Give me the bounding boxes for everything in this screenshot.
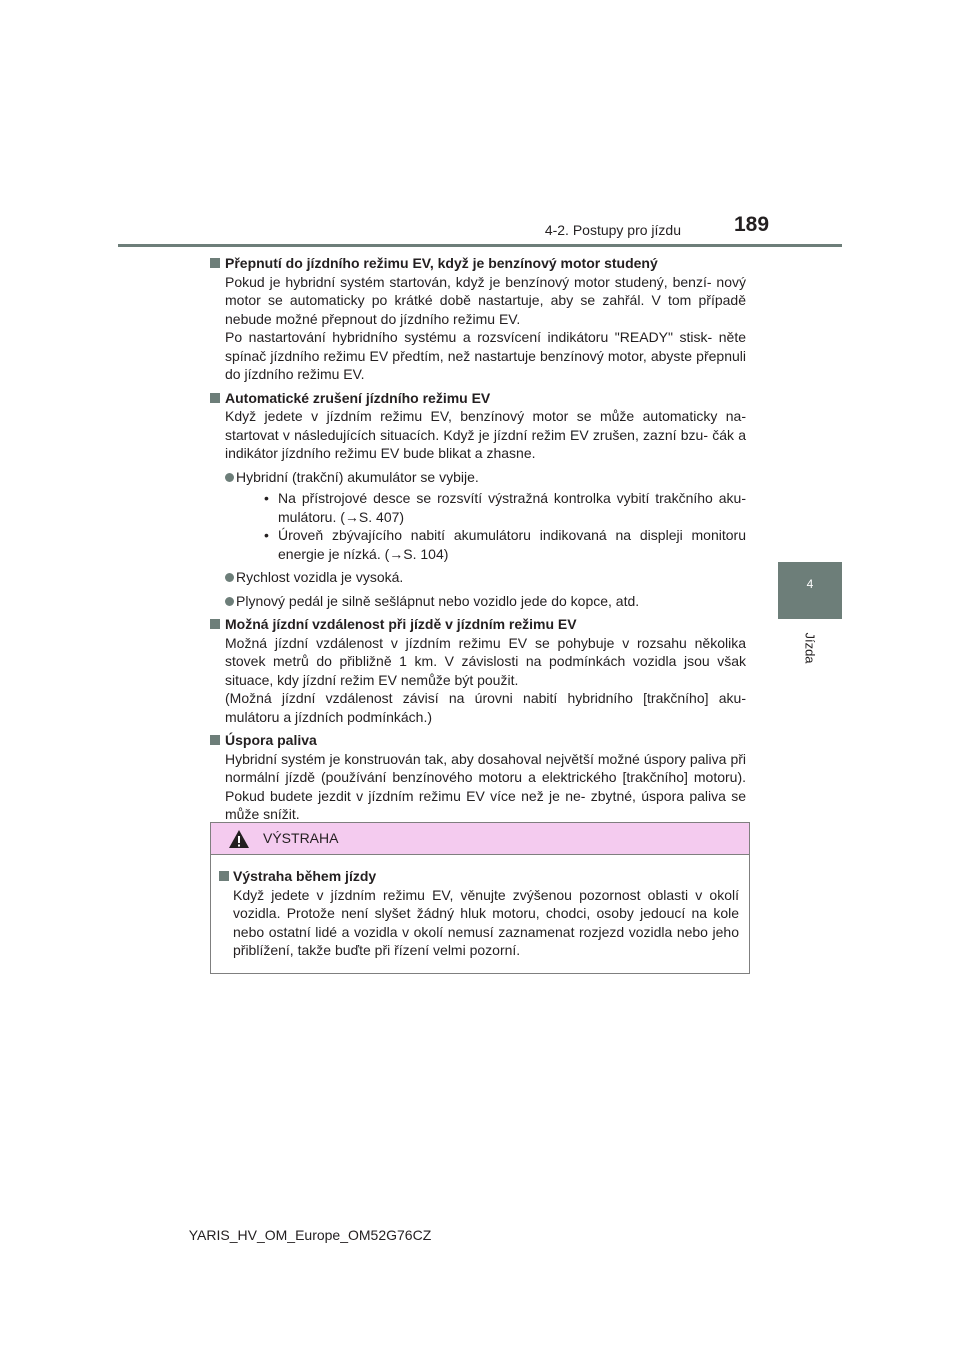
chapter-label-text: Jízda: [802, 632, 818, 664]
paragraph: Hybridní systém je konstruován tak, aby dosahoval největší možné úspory paliva při normální jízdě (používání benzínového motoru a elektrického [trakčního] motoru). Pokud budete jezdit v jízdním režimu EV více než je ne- zbytné, úspora paliva se může snížit.: [225, 750, 746, 822]
sub-list-item-text: Úroveň zbývajícího nabití akumulátoru indikovaná na displeji monitoru energie je nízká. (→S. 104): [278, 527, 746, 562]
section-ev-cold-engine: [210, 254, 746, 384]
warning-title: Výstraha během jízdy: [233, 868, 377, 884]
list-item: [210, 592, 746, 611]
square-bullet-icon: [219, 871, 229, 881]
section-fuel-economy: [210, 731, 746, 824]
paragraph: Po nastartování hybridního systému a rozsvícení indikátoru "READY" stisk- něte spínač jízdního režimu EV předtím, než nastartuje benzínový motor, abyste přepnuli do jízdního režimu EV.: [225, 329, 746, 382]
warning-header: [211, 823, 749, 855]
list-item-text: Hybridní (trakční) akumulátor se vybije.: [236, 468, 479, 485]
square-bullet-icon: [210, 735, 220, 745]
section-heading: Automatické zrušení jízdního režimu EV: [225, 389, 491, 406]
circle-bullet-icon: [225, 473, 234, 482]
square-bullet-icon: [210, 393, 220, 403]
section-heading: Úspora paliva: [225, 732, 317, 748]
list-item-text: Rychlost vozidla je vysoká.: [236, 569, 404, 585]
paragraph: Když jedete v jízdním režimu EV, benzínový motor se může automaticky na- startovat v následujících situacích. Když je jízdní režim EV zrušen, zazní bzu- čák a indikátor jízdního režimu EV bude blikat a zhasne.: [225, 408, 746, 461]
warning-box: [210, 822, 750, 974]
section-heading: Přepnutí do jízdního režimu EV, když je benzínový motor studený: [225, 255, 658, 271]
dot-bullet-icon: •: [264, 490, 269, 506]
square-bullet-icon: [210, 619, 220, 629]
section-heading: Možná jízdní vzdálenost při jízdě v jízdním režimu EV: [225, 616, 577, 632]
sub-list-item: [264, 489, 746, 526]
paragraph: Možná jízdní vzdálenost v jízdním režimu EV se pohybuje v rozsahu několika stovek metrů do přibližně 1 km. V závislosti na podmínkách vozidla jsou však situace, kdy jízdní režim EV nemůže být použit.: [225, 634, 746, 688]
sub-list-item: [264, 526, 746, 563]
page-number: 189: [734, 213, 770, 236]
section-auto-cancel: [210, 389, 746, 611]
main-content: [210, 254, 746, 829]
list-item: [210, 468, 746, 564]
list-item: [210, 568, 746, 587]
chapter-number: 4: [806, 577, 814, 591]
paragraph: (Možná jízdní vzdálenost závisí na úrovni nabití hybridního [trakčního] aku- mulátoru a jízdních podmínkách.): [225, 690, 746, 725]
chapter-label: [780, 628, 840, 668]
chapter-tab: [778, 562, 842, 619]
header-divider: [118, 244, 842, 247]
circle-bullet-icon: [225, 597, 234, 606]
warning-text: Když jedete v jízdním režimu EV, věnujte zvýšenou pozornost oblasti v okolí vozidla. Protože není slyšet žádný hluk motoru, chodci, osoby jedoucí na kole nebo ostatní lidé a vozidla v okolí nemusí zaznamenat rozjezd vozidla nebo jeho přiblížení, takže buďte při řízení velmi pozorní.: [233, 886, 739, 958]
circle-bullet-icon: [225, 573, 234, 582]
paragraph: Pokud je hybridní systém startován, když je benzínový motor studený, benzí- nový motor se automaticky po krátké době nastartuje, aby se zahřál. V tom případě nebude možné přepnout do jízdního režimu EV.: [225, 273, 746, 327]
document-id: YARIS_HV_OM_Europe_OM52G76CZ: [188, 1227, 432, 1243]
sub-list-item-text: Na přístrojové desce se rozsvítí výstražná kontrolka vybití trakčního aku- mulátoru. (→S. 407): [278, 490, 746, 525]
warning-triangle-icon: [228, 829, 250, 849]
square-bullet-icon: [210, 258, 220, 268]
warning-label: VÝSTRAHA: [263, 830, 339, 846]
list-item-text: Plynový pedál je silně sešlápnut nebo vozidlo jede do kopce, atd.: [236, 592, 640, 609]
page-header: [0, 0, 960, 250]
section-title: 4-2. Postupy pro jízdu: [544, 222, 681, 238]
section-ev-range: [210, 615, 746, 726]
dot-bullet-icon: •: [264, 527, 269, 543]
